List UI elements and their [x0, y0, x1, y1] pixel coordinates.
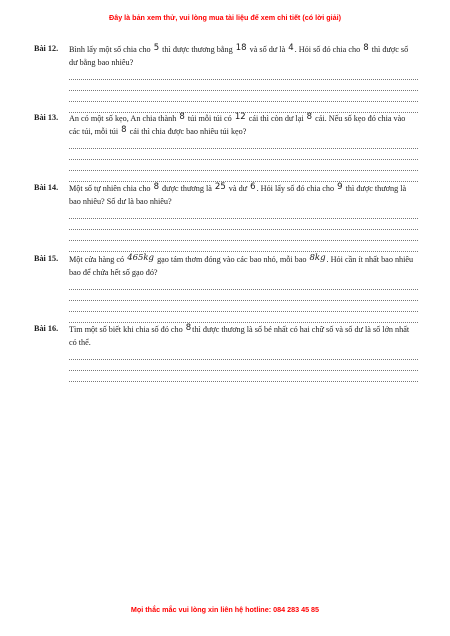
answer-line — [69, 360, 418, 371]
answer-line — [69, 149, 418, 160]
math-value: 5 — [153, 43, 160, 53]
answer-line — [69, 171, 418, 182]
problem-text — [69, 183, 418, 208]
preview-notice: Đây là bản xem thử, vui lòng mua tài liệu để xem chi tiết (có lời giải) — [109, 13, 341, 22]
text-segment: túi mỗi túi có — [187, 114, 232, 123]
hotline-notice: Mọi thắc mắc vui lòng xin liên hệ hotline: 084 283 45 85 — [130, 605, 320, 614]
text-segment: . Hỏi lấy số đó chia cho — [256, 184, 335, 193]
math-value: 8kg — [309, 253, 326, 263]
answer-line — [69, 230, 418, 241]
problem-text — [69, 113, 418, 138]
math-value: 25 — [214, 182, 226, 192]
problem-label: Bài 16. — [34, 324, 59, 333]
answer-line — [69, 91, 418, 102]
text-segment: Một số tự nhiên chia cho — [69, 184, 151, 193]
text-segment: thì được thương bằng — [162, 45, 233, 54]
answer-line — [69, 279, 418, 290]
answer-line — [69, 208, 418, 219]
text-segment: thì được thương là bao nhiêu? Số dư là bao nhiêu? — [69, 184, 407, 206]
math-value: 465kg — [127, 253, 155, 263]
math-value: 6 — [250, 182, 256, 192]
math-value: 12 — [234, 112, 246, 122]
problem-label: Bài 12. — [34, 44, 59, 53]
answer-line — [69, 138, 418, 149]
math-value: 8 — [306, 112, 313, 122]
problem-label: Bài 13. — [34, 113, 59, 122]
answer-line — [69, 349, 418, 360]
text-segment: thì được thương là số bé nhất có hai chữ số và số dư là số lớn nhất có thể. — [69, 325, 410, 347]
problem-text — [69, 44, 418, 69]
answer-line — [69, 290, 418, 301]
math-value: 8 — [185, 323, 192, 333]
text-segment: An có một số kẹo, An chia thành — [69, 114, 177, 123]
math-value: 8 — [363, 43, 369, 53]
problem-text — [69, 254, 418, 279]
text-segment: Bình lấy một số chia cho — [69, 45, 151, 54]
answer-line — [69, 219, 418, 230]
problem-label: Bài 15. — [34, 254, 59, 263]
answer-line — [69, 312, 418, 323]
problem-text — [69, 324, 418, 349]
text-segment: và số dư là — [249, 45, 286, 54]
text-segment: và dư — [228, 184, 248, 193]
text-segment: gạo tám thơm đóng vào các bao nhỏ, mỗi bao — [157, 255, 307, 264]
text-segment: cái thì chia được bao nhiêu túi kẹo? — [129, 126, 247, 136]
text-segment: Một cửa hàng có — [69, 255, 125, 264]
math-value: 4 — [288, 43, 294, 53]
answer-line — [69, 371, 418, 382]
text-segment: . Hỏi cần ít nhất bao nhiêu bao để chứa hết số gạo đó? — [69, 255, 414, 277]
text-segment: được thương là — [162, 184, 212, 193]
text-segment: cái. Nếu số kẹo đó chia vào các túi, mỗi túi — [69, 114, 406, 136]
answer-line — [69, 69, 418, 80]
answer-line — [69, 160, 418, 171]
text-segment: cái thì còn dư lại — [248, 114, 304, 123]
math-value: 18 — [235, 43, 247, 53]
math-value: 8 — [153, 182, 159, 192]
answer-line — [69, 241, 418, 252]
text-segment: . Hỏi số đó chia cho — [294, 45, 361, 54]
problem-label: Bài 14. — [34, 183, 59, 192]
text-segment: thì được số dư bằng bao nhiêu? — [69, 45, 409, 67]
math-value: 8 — [121, 124, 127, 135]
math-value: 9 — [337, 182, 343, 192]
math-value: 8 — [179, 112, 185, 122]
answer-line — [69, 80, 418, 91]
text-segment: Tìm một số biết khi chia số đó cho — [69, 325, 183, 334]
answer-line — [69, 301, 418, 312]
